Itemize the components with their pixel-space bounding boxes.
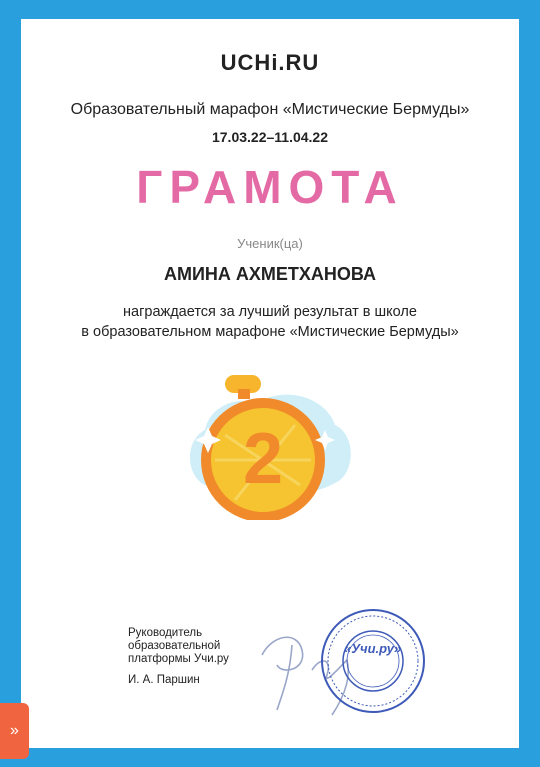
award-line-2: в образовательном марафоне «Мистические Бермуды»	[81, 324, 459, 340]
student-name: АМИНА АХМЕТХАНОВА	[163, 264, 377, 284]
signatory-title-line-1: Руководитель	[128, 627, 203, 639]
student-label: Ученик(ца)	[237, 236, 303, 251]
marathon-dates: 17.03.22–11.04.22	[211, 129, 328, 145]
medal-number: 2	[242, 419, 284, 499]
stamp-text: «Учи.ру»	[344, 641, 402, 656]
award-text	[0, 302, 540, 342]
award-line-1: награждается за лучший результат в школе	[123, 304, 417, 320]
signatory-title-line-2: образовательной	[128, 640, 221, 652]
signatory-name: И. А. Паршин	[128, 674, 200, 686]
signatory-title-line-3: платформы Учи.ру	[128, 653, 229, 665]
side-tab-button[interactable]	[0, 703, 29, 759]
certificate-title: ГРАМОТА	[136, 161, 404, 213]
official-stamp	[318, 606, 428, 716]
stopwatch-medal-icon	[185, 365, 355, 520]
uchiru-logo: UCHi.RU	[220, 50, 320, 75]
double-chevron-right-icon: »	[10, 722, 19, 739]
signatory-title	[128, 627, 229, 666]
marathon-title: Образовательный марафон «Мистические Бермуды»	[70, 101, 470, 118]
